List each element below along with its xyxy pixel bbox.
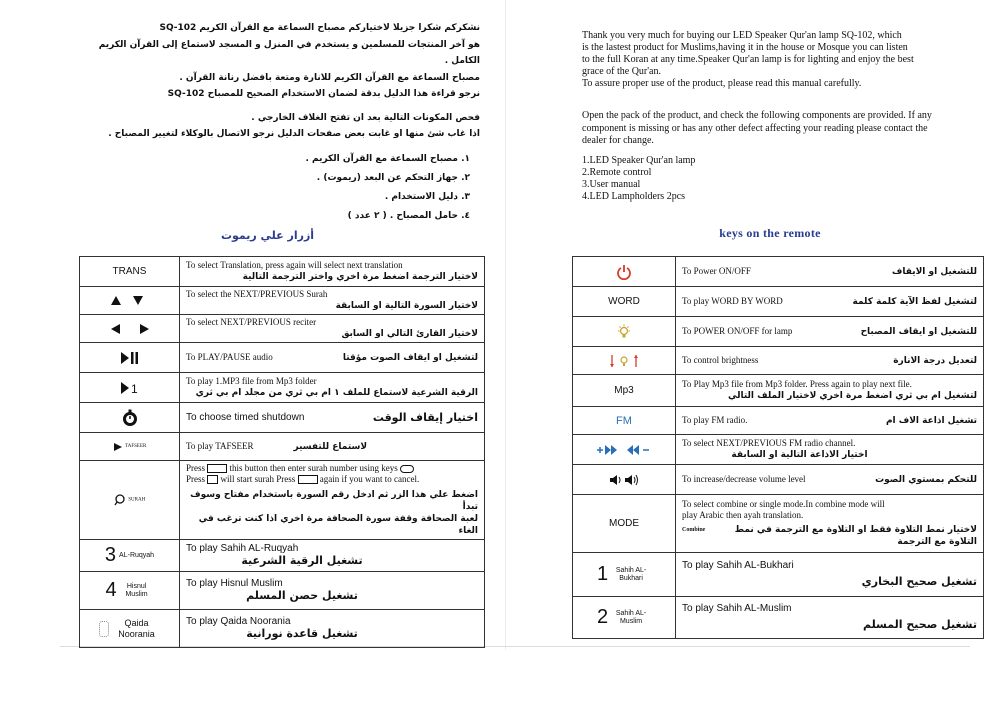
surah-key (80, 461, 180, 540)
table-row (80, 315, 485, 343)
english-list-item: 2.Remote control (582, 167, 652, 178)
tafseer-desc-en: To play TAFSEER (186, 441, 254, 451)
table-row (573, 465, 984, 495)
english-components-list (582, 155, 977, 203)
ruqyah-key-label: AL-Ruqyah (119, 551, 155, 559)
surah-desc-en-cancel: again if you want to cancel. (319, 474, 420, 484)
mp3-desc-ar: لتشغيل ام بي ثري اضغط مرة اخري لاختيار الملف التالي (728, 391, 977, 401)
arabic-intro (85, 20, 480, 103)
surah-desc-en-start: will start surah Press (220, 474, 296, 484)
english-check-paragraph (582, 110, 977, 148)
english-keys-heading: keys on the remote (719, 226, 821, 240)
qaida-key-label: Qaida Noorania (118, 617, 155, 639)
english-intro-line: Thank you very much for buying our LED Speaker Qur'an lamp SQ-102, which (582, 30, 902, 41)
english-intro-line: to the full Koran at any time.Speaker Qur'an lamp is for lighting and enjoy the best (582, 54, 914, 65)
surah-desc-en-text: this button then enter surah number using keys (229, 463, 398, 473)
word-desc-en: To play WORD BY WORD (682, 296, 783, 306)
reciter-nav-desc-en: To select NEXT/PREVIOUS reciter (186, 317, 317, 327)
surah-desc-en-press: Press (186, 463, 206, 473)
play-one-icon (80, 373, 180, 403)
table-row (80, 572, 485, 610)
number-keys-icon (400, 465, 414, 473)
table-row (573, 553, 984, 597)
ruqyah-desc-ar: تشغيل الرقية الشرعية (241, 554, 363, 567)
volume-desc-en: To increase/decrease volume level (682, 474, 806, 484)
volume-icon (573, 465, 676, 495)
ruqyah-desc-en: To play Sahih AL-Ruqyah (186, 543, 299, 554)
english-check-line: component is missing or has any other defect affecting your reading please contact the (582, 122, 928, 134)
english-check-line: dealer for change. (582, 135, 654, 146)
play-pause-icon (80, 343, 180, 373)
qaida-key (80, 610, 180, 648)
qaida-icon (99, 621, 109, 637)
hisnul-key-number: 4 (105, 579, 117, 601)
combine-label: Combine (682, 527, 706, 533)
arabic-components-list (85, 150, 470, 226)
lamp-desc-ar: للتشغيل او ايقاف المصباح (860, 326, 977, 337)
fm-nav-desc-ar: اختيار الاذاعة التالية او السابقة (731, 450, 868, 460)
muslim-key-number: 2 (596, 606, 609, 628)
play-key-icon (207, 475, 218, 484)
table-row (80, 373, 485, 403)
mode-desc-en-line2: play Arabic then ayah translation. (682, 510, 804, 520)
arabic-keys-heading: أزرار علي ريموت (220, 229, 315, 242)
right-page (520, 0, 980, 650)
table-row (573, 435, 984, 465)
english-list-item: 3.User manual (582, 179, 641, 190)
svg-text:1: 1 (130, 381, 138, 395)
timer-desc-ar: اختيار إيقاف الوقت (372, 410, 478, 424)
page-fold (505, 0, 506, 650)
mode-desc-en-line1: To select combine or single mode.In combine mode will (682, 499, 885, 509)
surah-nav-desc-ar: لاختيار السورة التالية او السابقة (335, 301, 478, 311)
ruqyah-key-number: 3 (104, 544, 117, 566)
bukhari-key-number: 1 (596, 563, 609, 585)
table-row (80, 257, 485, 287)
english-list-item: 4.LED Lampholders 2pcs (582, 191, 686, 202)
table-row (80, 540, 485, 572)
left-keys-table (79, 256, 485, 648)
word-desc-ar: لتشغيل لفظ الآية كلمة كلمة (852, 296, 977, 307)
mode-desc-ar-line2: التلاوة مع الترجمة (897, 537, 977, 547)
muslim-key (573, 597, 676, 639)
arabic-intro-line: مصباح السماعة مع القرآن الكريم للانارة ومتعة بافضل رنانة القرآن . (179, 72, 480, 83)
english-intro-line: To assure proper use of the product, please read this manual carefully. (582, 78, 862, 89)
power-icon (573, 257, 676, 287)
bukhari-desc-ar: تشغيل صحيح البخاري (861, 575, 977, 588)
surah-desc-en-line2 (186, 474, 478, 485)
fm-nav-icon (573, 435, 676, 465)
fm-key: FM (573, 407, 676, 435)
table-row (573, 407, 984, 435)
table-row (80, 433, 485, 461)
table-row (573, 347, 984, 375)
fm-nav-desc-en: To select NEXT/PREVIOUS FM radio channel. (682, 438, 856, 448)
right-keys-table (572, 256, 984, 639)
english-list-item: 1.LED Speaker Qur'an lamp (582, 155, 696, 166)
tafseer-key-label: TAFSEER (125, 444, 147, 450)
muslim-desc-ar: تشغيل صحيح المسلم (862, 618, 977, 631)
english-check-line: Open the pack of the product, and check the following components are provided. If any (582, 110, 932, 121)
trans-desc-ar: لاختيار الترجمة اضغط مرة اخري واختر الترجمة التالية (242, 272, 478, 282)
mp3-one-desc-en: To play 1.MP3 file from Mp3 folder (186, 376, 317, 386)
table-row (80, 403, 485, 433)
fm-desc-ar: تشغيل اذاعة الاف ام (885, 415, 977, 426)
english-intro-line: is the lastest product for Muslims,having it in the house or Mosque you can listen (582, 42, 908, 53)
brightness-desc-en: To control brightness (682, 355, 759, 365)
ruqyah-key (80, 540, 180, 572)
qaida-desc-en: To play Qaida Noorania (186, 616, 291, 627)
trans-key: TRANS (80, 257, 180, 287)
surah-nav-desc-en: To select the NEXT/PREVIOUS Surah (186, 289, 328, 299)
play-pause-desc-en: To PLAY/PAUSE audio (186, 352, 273, 362)
lamp-icon (573, 317, 676, 347)
arabic-intro-line: نرجو قراءة هذا الدليل بدقة لضمان الاستخدام الصحيح للمصباح SQ-102 (167, 89, 480, 99)
surah-desc-ar-line2: لعبة الصحافة وقفة سورة الصحافة مرة اخري اذا كنت ترغب في الغاء (198, 514, 478, 536)
arabic-check-line: فحص المكونات التالية بعد ان تفتح الغلاف الخارجي . (251, 113, 480, 123)
lamp-desc-en: To POWER ON/OFF for lamp (682, 326, 793, 336)
arabic-intro-line: نشكركم شكرا جزيلا لاختياركم مصباح السماعة مع القرآن الكريم SQ-102 (159, 23, 480, 33)
table-row (573, 375, 984, 407)
mp3-one-desc-ar: الرقية الشرعية لاستماع للملف ١ ام بي ثري من مجلد ام بي ثري (195, 388, 478, 398)
brightness-desc-ar: لتعديل درجة الانارة (893, 355, 977, 366)
english-intro-line: grace of the Qur'an. (582, 66, 661, 77)
word-key: WORD (573, 287, 676, 317)
table-row (80, 461, 485, 540)
power-desc-ar: للتشغيل او الايقاف (891, 266, 977, 277)
reciter-nav-desc-ar: لاختيار القارئ التالي او السابق (341, 329, 478, 339)
bukhari-key-label: Sahih AL-Bukhari (615, 566, 647, 582)
table-row (573, 287, 984, 317)
arabic-list-item: ١. مصباح السماعة مع القرآن الكريم . (305, 154, 470, 164)
mp3-key: Mp3 (573, 375, 676, 407)
fm-desc-en: To play FM radio. (682, 415, 748, 425)
muslim-key-label: Sahih AL-Muslim (615, 609, 647, 625)
tafseer-desc-ar: لاستماع للتفسير (293, 441, 368, 452)
timer-icon (80, 403, 180, 433)
left-right-icon (80, 315, 180, 343)
bukhari-key (573, 553, 676, 597)
arabic-intro-line: هو آخر المنتجات للمسلمين و يستخدم في المنزل و المسجد لاستماع إلى القرآن الكريم الكامل . (98, 39, 480, 66)
table-row (573, 597, 984, 639)
trans-desc-en: To select Translation, press again will select next translation (186, 260, 403, 270)
table-row (80, 287, 485, 315)
bukhari-desc-en: To play Sahih AL-Bukhari (682, 560, 794, 571)
arabic-list-item: ٣. دليل الاستخدام . (384, 192, 470, 202)
tafseer-key (80, 433, 180, 461)
hisnul-key (80, 572, 180, 610)
timer-desc-en: To choose timed shutdown (186, 412, 305, 423)
surah-desc-en-line1 (186, 463, 478, 474)
power-desc-en: To Power ON/OFF (682, 266, 751, 276)
table-row (573, 257, 984, 287)
arabic-check-paragraph (85, 110, 480, 142)
hisnul-desc-ar: تشغيل حصن المسلم (246, 589, 358, 602)
surah-desc-en-press2: Press (186, 474, 206, 484)
mode-desc-ar-line1: لاختيار نمط التلاوة فقط او التلاوة مع الترجمة في نمط (734, 525, 977, 535)
surah-key-label: SURAH (128, 497, 146, 503)
table-row (80, 610, 485, 648)
play-pause-desc-ar: لتشغيل او ايقاف الصوت مؤقتا (342, 352, 478, 363)
brightness-icon (573, 347, 676, 375)
volume-desc-ar: للتحكم بمستوي الصوت (875, 474, 977, 485)
surah-desc-ar-line1: اضغط علي هذا الزر ثم ادخل رقم السورة باستخدام مفتاح وسوف تبدأ (190, 490, 478, 512)
search-key-icon (207, 464, 227, 473)
muslim-desc-en: To play Sahih AL-Muslim (682, 603, 792, 614)
arabic-check-line: اذا غاب شئ منها او غابت بعض صفحات الدليل نرجو الاتصال بالوكلاء لتغيير المصباح . (108, 129, 480, 139)
table-row (573, 495, 984, 553)
table-row (80, 343, 485, 373)
hisnul-desc-en: To play Hisnul Muslim (186, 578, 283, 589)
arabic-list-item: ٢. جهاز التحكم عن البعد (ريموت) . (316, 173, 470, 183)
table-row (573, 317, 984, 347)
qaida-desc-ar: تشغيل قاعدة نورانية (246, 627, 358, 640)
hisnul-key-label: Hisnul Muslim (125, 582, 148, 598)
up-down-icon (80, 287, 180, 315)
search-key-icon (298, 475, 318, 484)
arabic-list-item: ٤. حامل المصباح . ( ٢ عدد ) (347, 211, 470, 221)
left-page (45, 0, 490, 650)
mode-key: MODE (573, 495, 676, 553)
english-intro (582, 30, 977, 90)
mp3-desc-en: To Play Mp3 file from Mp3 folder. Press again to play next file. (682, 379, 912, 389)
